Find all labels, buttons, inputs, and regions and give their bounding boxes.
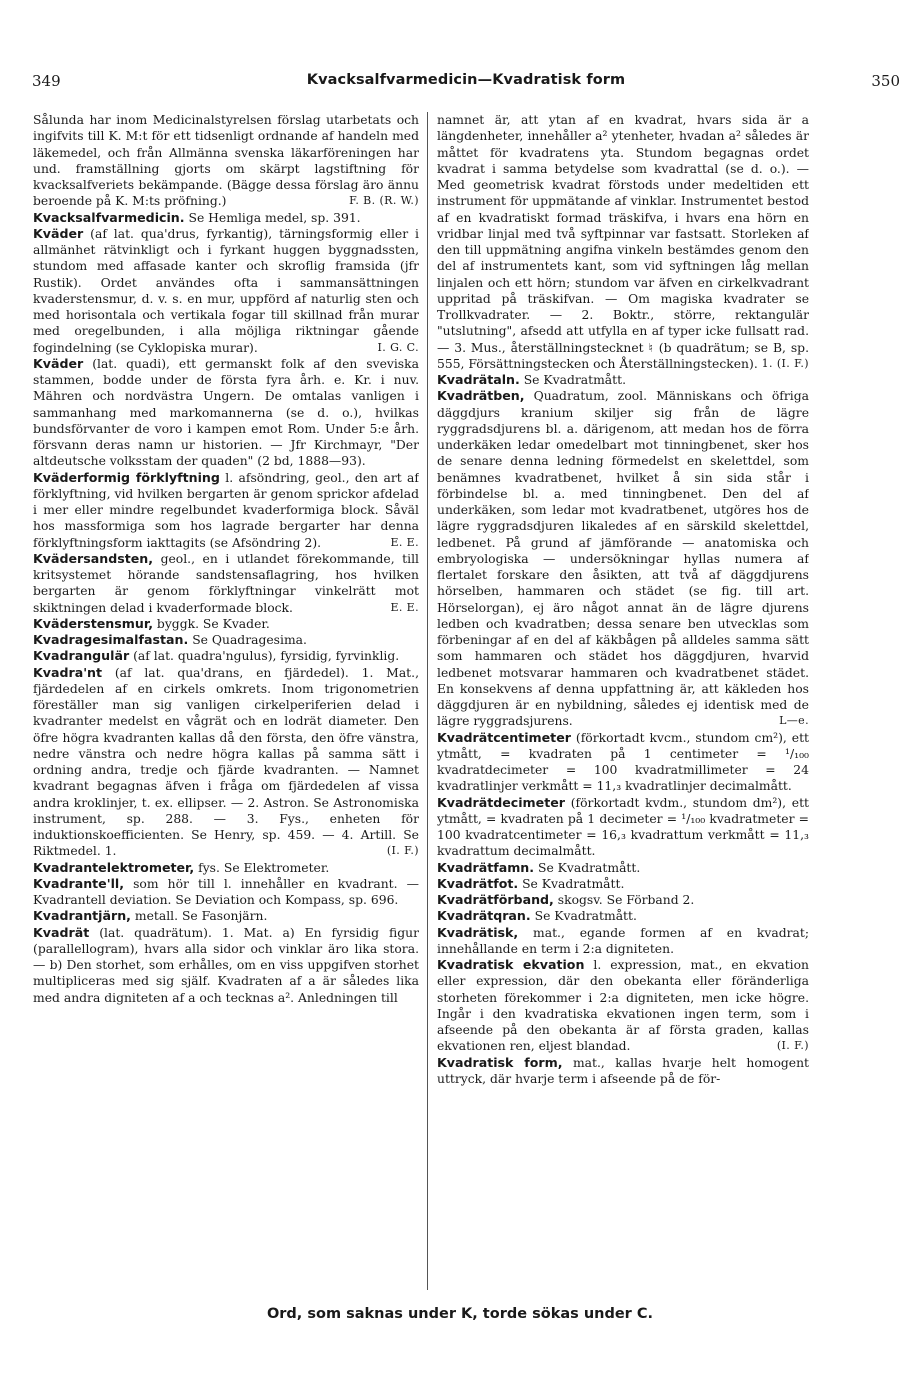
dictionary-entry	[437, 957, 809, 1055]
dictionary-entry	[33, 648, 419, 664]
entry-text: Se Kvadratmått.	[523, 373, 626, 387]
column-divider	[427, 112, 428, 1290]
entry-text: Sålunda har inom Medicinalstyrelsen förslag utarbetats och ingifvits till K. M:t för ett tidsenligt ordnande af handeln med läkemedel, och från Allmänna svenska läkarföreningen har und. framställning gjorts om skärpt lagstiftning för kvacksalfveriets bekämpande. (Bägge dessa förslag äro ännu beroende på K. M:ts pröfning.)	[33, 113, 419, 209]
dictionary-entry	[437, 908, 809, 924]
dictionary-entry	[437, 925, 809, 958]
entry-headword: Kvadrätdecimeter	[437, 794, 565, 810]
entry-headword: Kvadrät	[33, 924, 90, 940]
entry-headword: Kvacksalfvarmedicin.	[33, 209, 185, 225]
entry-text: l. expression, mat., en ekvation eller expression, där den obekanta eller föränderliga storheten förekommer i 2:a digniteten, men icke högre. Ingår i den kvadratiska ekvationen ingen term, som i afseende på den obekanta är af första graden, kallas ekvationen ren, eljest blandad.	[437, 958, 809, 1054]
dictionary-entry	[33, 112, 419, 210]
dictionary-entry	[437, 388, 809, 729]
page-number-left: 349	[32, 72, 61, 90]
entry-text: skogsv. Se Förband 2.	[557, 893, 695, 907]
entry-headword: Kvadrätfot.	[437, 875, 519, 891]
dictionary-entry	[33, 876, 419, 909]
dictionary-entry	[33, 632, 419, 648]
dictionary-entry	[33, 551, 419, 616]
dictionary-entry	[437, 892, 809, 908]
entry-text: (lat. quadi), ett germanskt folk af den sveviska stammen, bodde under de första fyra årh. e. Kr. i nuv. Mähren och nordvästra Ungern. De omtalas vanligen i sammanhang med markomannerna (se d. o.), hvilkas bundsförvanter de voro i kampen emot Rom. Under 5:e årh. försvann deras namn ur historien. — Jfr Kirchmayr, "Der altdeutsche volksstam der quaden" (2 bd, 1888—93).	[33, 356, 419, 469]
entry-text: (af lat. qua'drus, fyrkantig), tärningsformig eller i allmänhet rätvinkligt och i fyrkant huggen byggnadssten, stundom med affasade kanter och skroflig framsida (jfr Rustik). Ordet användes ofta i sammansättningen kvaderstensmur, d. v. s. en mur, uppförd af naturlig sten och med horisontala och vertikala fogar till skillnad från murar med oregelbunden, i alla möjliga riktningar gående fogindelning (se Cyklopiska murar).	[33, 226, 419, 355]
dictionary-entry	[437, 876, 809, 892]
entry-text: (af lat. qua'drans, en fjärdedel). 1. Mat., fjärdedelen af en cirkels omkrets. Inom trigonometrien föreställer man sig vanligen cirkelperiferien delad i kvadranter medelst en vågrät och en lodrät diameter. Den öfre högra kvadranten kallas då den första, den öfre vänstra, nedre vänstra och nedre högra kallas på samma sätt i ordning andra, tredje och fjärde kvadranten. — Namnet kvadrant begagnas äfven i fråga om fjärdedelen af vissa andra kroklinjer, t. ex. ellipser. — 2. Astron. Se Astronomiska instrument, sp. 288. — 3. Fys., enheten för induktionskoefficienten. Se Henry, sp. 459. — 4. Artill. Se Riktmedel. 1.	[33, 665, 419, 859]
entry-headword: Kvadrante'll,	[33, 875, 124, 891]
dictionary-entry	[33, 665, 419, 860]
entry-headword: Kvadrätförband,	[437, 892, 554, 907]
author-signature: F. B. (R. W.)	[349, 194, 419, 208]
entry-text: byggk. Se Kvader.	[156, 616, 270, 631]
entry-text: Se Kvadratmått.	[538, 860, 641, 875]
author-signature: L—e.	[779, 714, 809, 728]
entry-headword: Kvadrätfamn.	[437, 859, 535, 875]
entry-text: Quadratum, zool. Människans och öfriga däggdjurs kranium skiljer sig från de lägre ryggradsdjurens bl. a. därigenom, att medan hos de förra underkäken ledar omedelbart mot tinningbenet, sker hos de senare denna ledning förmedelst en skelettdel, som benämnes kvadratbenet, hvilket å sin sida står i förbindelse bl. a. med tinningbenet. Den del af underkäken, som ledar mot kvadratbenet, utgöres hos de lägre ryggradsdjuren likaledes af en särskild skelettdel, ledbenet. På grund af jämförande — anatomiska och embryologiska — undersökningar hyllas numera af flertalet forskare den åsikten, att två af däggdjurens hörselben, hammaren och städet (se fig. till art. Hörselorgan), ej äro något annat än de lägre djurens ledben och kvadratben; dessa senare ben utvecklas som förbeningar af en del af käkbågen på alldeles samma sätt som hammaren och städet hos däggdjuren, hvarvid ledbenet motsvarar hammaren och kvadratbenet städet. En konsekvens af denna uppfattning är, att käkleden hos däggdjuren är en nybildning, således ej identisk med de lägre ryggradsjurens.	[437, 389, 809, 729]
dictionary-entry	[437, 795, 809, 860]
author-signature: E. E.	[390, 600, 419, 614]
page-number-right: 350	[871, 72, 900, 90]
entry-headword: Kvadrätcentimeter	[437, 729, 571, 745]
entry-headword: Kvadrangulär	[33, 648, 130, 664]
author-signature: (I. F.)	[776, 1039, 809, 1053]
entry-text: (af lat. quadra'ngulus), fyrsidig, fyrvinklig.	[133, 649, 400, 664]
left-column	[33, 112, 419, 1292]
entry-text: fys. Se Elektrometer.	[198, 860, 330, 875]
dictionary-entry	[33, 210, 419, 226]
dictionary-entry	[33, 226, 419, 356]
entry-headword: Kvadrätisk,	[437, 924, 519, 940]
entry-text: mat., kallas hvarje helt homogent uttryck, där hvarje term i afseende på de för-	[437, 1055, 809, 1086]
entry-text: namnet är, att ytan af en kvadrat, hvars sida är a längdenheter, innehåller a² ytenheter, hvadan a² således är måttet för kvadratens yta. Stundom begagnas ordet kvadrat i samma betydelse som kvadrattal (se d. o.). — Med geometrisk kvadrat förstods under medeltiden ett instrument för uppmätande af vinklar. Instrumentet bestod af en kvadratiskt formad träskifva, i hvars ena hörn en vridbar linjal med två syftpinnar var fastsatt. Storleken af den till uppmätning angifna vinkeln bestämdes genom den del af instrumentets kant, som vid syftningen låg mellan linjalen och ett hörn; stundom var äfven en cirkelkvadrant uppritad på träskifvan. — Om magiska kvadrater se Trollkvadrater. — 2. Boktr., större, rektangulär "utslutning", afsedd att utfylla en af typer icke fullsatt rad. — 3. Mus., återställningstecknet ♮ (b quadrätum; se B, sp. 555, Försättningstecken och Återställningstecken).	[437, 113, 809, 371]
page-footer-note: Ord, som saknas under K, torde sökas under C.	[266, 1306, 654, 1322]
entry-text: (förkortadt kvcm., stundom cm²), ett ytmått, = kvadraten på 1 centimeter = ¹/₁₀₀ kvadratdecimeter = 100 kvadratmillimeter = 24 kvadratlinjer verkmått = 11,₃ kvadratlinjer decimalmått.	[437, 730, 809, 794]
entry-text: (lat. quadrätum). 1. Mat. a) En fyrsidig figur (parallellogram), hvars alla sidor och vinklar äro lika stora. — b) Den storhet, som erhålles, om en viss uppgifven storhet multipliceras med sig själf. Kvadraten af a är således lika med andra digniteten af a och tecknas a². Anledningen till	[33, 925, 419, 1005]
dictionary-entry	[33, 356, 419, 470]
author-signature: 1. (I. F.)	[761, 356, 809, 370]
dictionary-entry	[437, 112, 809, 372]
entry-headword: Kvadrantjärn,	[33, 908, 131, 924]
running-title: Kvacksalfvarmedicin—Kvadratisk form	[306, 72, 626, 88]
dictionary-entry	[33, 925, 419, 1006]
entry-headword: Kvadrätben,	[437, 388, 525, 404]
entry-headword: Kvadragesimalfastan.	[33, 632, 189, 647]
dictionary-entry	[437, 730, 809, 795]
entry-text: geol., en i utlandet förekommande, till kritsystemet hörande sandstensaflagring, hos hvilken bergarten är genom förklyftningar vinkelrätt mot skiktningen delad i kvaderformade block.	[33, 551, 419, 615]
dictionary-entry	[33, 860, 419, 876]
dictionary-entry	[33, 616, 419, 632]
entry-headword: Kvadratisk ekvation	[437, 957, 585, 972]
dictionary-entry	[437, 1055, 809, 1088]
right-column	[437, 112, 809, 1292]
entry-text: metall. Se Fasonjärn.	[134, 909, 268, 924]
entry-text: Se Hemliga medel, sp. 391.	[188, 210, 361, 225]
entry-text: Se Kvadratmått.	[522, 876, 625, 891]
entry-text: (förkortadt kvdm., stundom dm²), ett ytmått, = kvadraten på 1 decimeter = ¹/₁₀₀ kvadratmeter = 100 kvadratcentimeter = 16,₃ kvadrattum verkmått = 11,₃ kvadrattum decimalmått.	[437, 795, 809, 859]
entry-text: Se Kvadratmått.	[534, 909, 637, 924]
entry-text: mat., egande formen af en kvadrat; innehållande en term i 2:a digniteten.	[437, 925, 809, 956]
entry-headword: Kväder	[33, 225, 84, 241]
entry-headword: Kväderformig förklyftning	[33, 469, 220, 485]
entry-text: l. afsöndring, geol., den art af förklyftning, vid hvilken bergarten är genom sprickor afdelad i mer eller mindre regelbundet kvaderformiga block. Såväl hos massformiga som hos lagrade bergarter har denna förklyftningsform iakttagits (se Afsöndring 2).	[33, 470, 419, 550]
entry-headword: Kvadrätaln.	[437, 372, 520, 387]
entry-headword: Kväderstensmur,	[33, 615, 153, 631]
entry-headword: Kvädersandsten,	[33, 550, 154, 566]
entry-headword: Kvadrantelektrometer,	[33, 859, 195, 875]
entry-headword: Kvadratisk form,	[437, 1054, 563, 1070]
dictionary-entry	[437, 860, 809, 876]
author-signature: I. G. C.	[377, 340, 419, 354]
entry-headword: Kvadra'nt	[33, 664, 103, 680]
page-header	[32, 72, 900, 94]
author-signature: E. E.	[390, 535, 419, 549]
entry-headword: Kvadrätqran.	[437, 908, 531, 924]
author-signature: (I. F.)	[386, 844, 419, 858]
entry-headword: Kväder	[33, 355, 84, 371]
dictionary-entry	[33, 908, 419, 924]
entry-text: som hör till l. innehåller en kvadrant. — Kvadrantell deviation. Se Deviation och Kompass, sp. 696.	[33, 876, 419, 907]
entry-text: Se Quadragesima.	[192, 633, 307, 647]
dictionary-entry	[33, 470, 419, 551]
dictionary-entry	[437, 372, 809, 388]
